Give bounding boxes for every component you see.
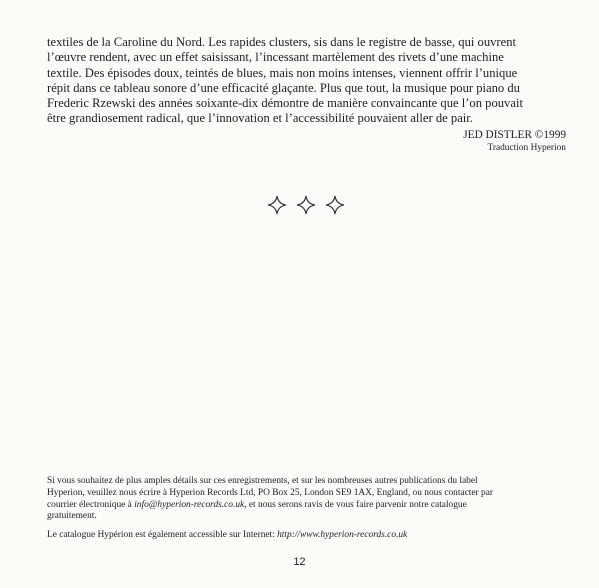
email-link[interactable]: info@hyperion-records.co.uk — [134, 499, 245, 510]
essay-line: l’œuvre rendent, avec un effet saisissant, l’incessant martèlement des rivets d’une machine — [47, 50, 504, 65]
page-number: 12 — [293, 556, 306, 568]
contact-text: courrier électronique à — [47, 499, 135, 510]
contact-line: Si vous souhaitez de plus amples détails sur ces enregistrements, et sur les nombreuses autres publications du label — [47, 476, 478, 486]
essay-line: répit dans ce tableau sonore d’une efficacité glaçante. Plus que tout, la musique pour piano du — [47, 80, 520, 95]
translator-credit: Traduction Hyperion — [487, 143, 566, 153]
essay-line: textiles de la Caroline du Nord. Les rapides clusters, sis dans le registre de basse, qui ouvrent — [47, 35, 516, 49]
section-divider — [262, 193, 352, 217]
contact-line — [47, 500, 572, 512]
star-ornament-icon — [268, 196, 286, 214]
essay-line: être grandiosement radical, que l’innovation et l’accessibilité pouvaient aller de pair. — [47, 111, 473, 126]
essay-paragraph — [47, 35, 567, 127]
author-credit — [463, 128, 566, 155]
ornament-stars — [262, 193, 352, 217]
website-link[interactable]: http://www.hyperion-records.co.uk — [277, 530, 408, 541]
contact-line: Hyperion, veuillez nous écrire à Hyperion Records Ltd, PO Box 25, London SE9 1AX, England, ou nous contacter par — [47, 487, 493, 498]
catalogue-text: Le catalogue Hypérion est également accessible sur Internet: — [47, 530, 278, 541]
star-ornament-icon — [326, 196, 344, 214]
contact-line: gratuitement. — [47, 511, 97, 522]
contact-footer — [47, 476, 572, 542]
catalogue-line — [47, 530, 572, 542]
contact-text: , et nous serons ravis de vous faire parvenir notre catalogue — [244, 499, 467, 510]
essay-line: Frederic Rzewski des années soixante-dix démontre de manière convaincante que l’on pouvait — [47, 96, 523, 111]
star-ornament-icon — [297, 196, 315, 214]
author-name: JED DISTLER ©1999 — [463, 129, 566, 141]
essay-line: textile. Des épisodes doux, teintés de blues, mais non moins intenses, viennent offrir l’unique — [47, 65, 518, 80]
